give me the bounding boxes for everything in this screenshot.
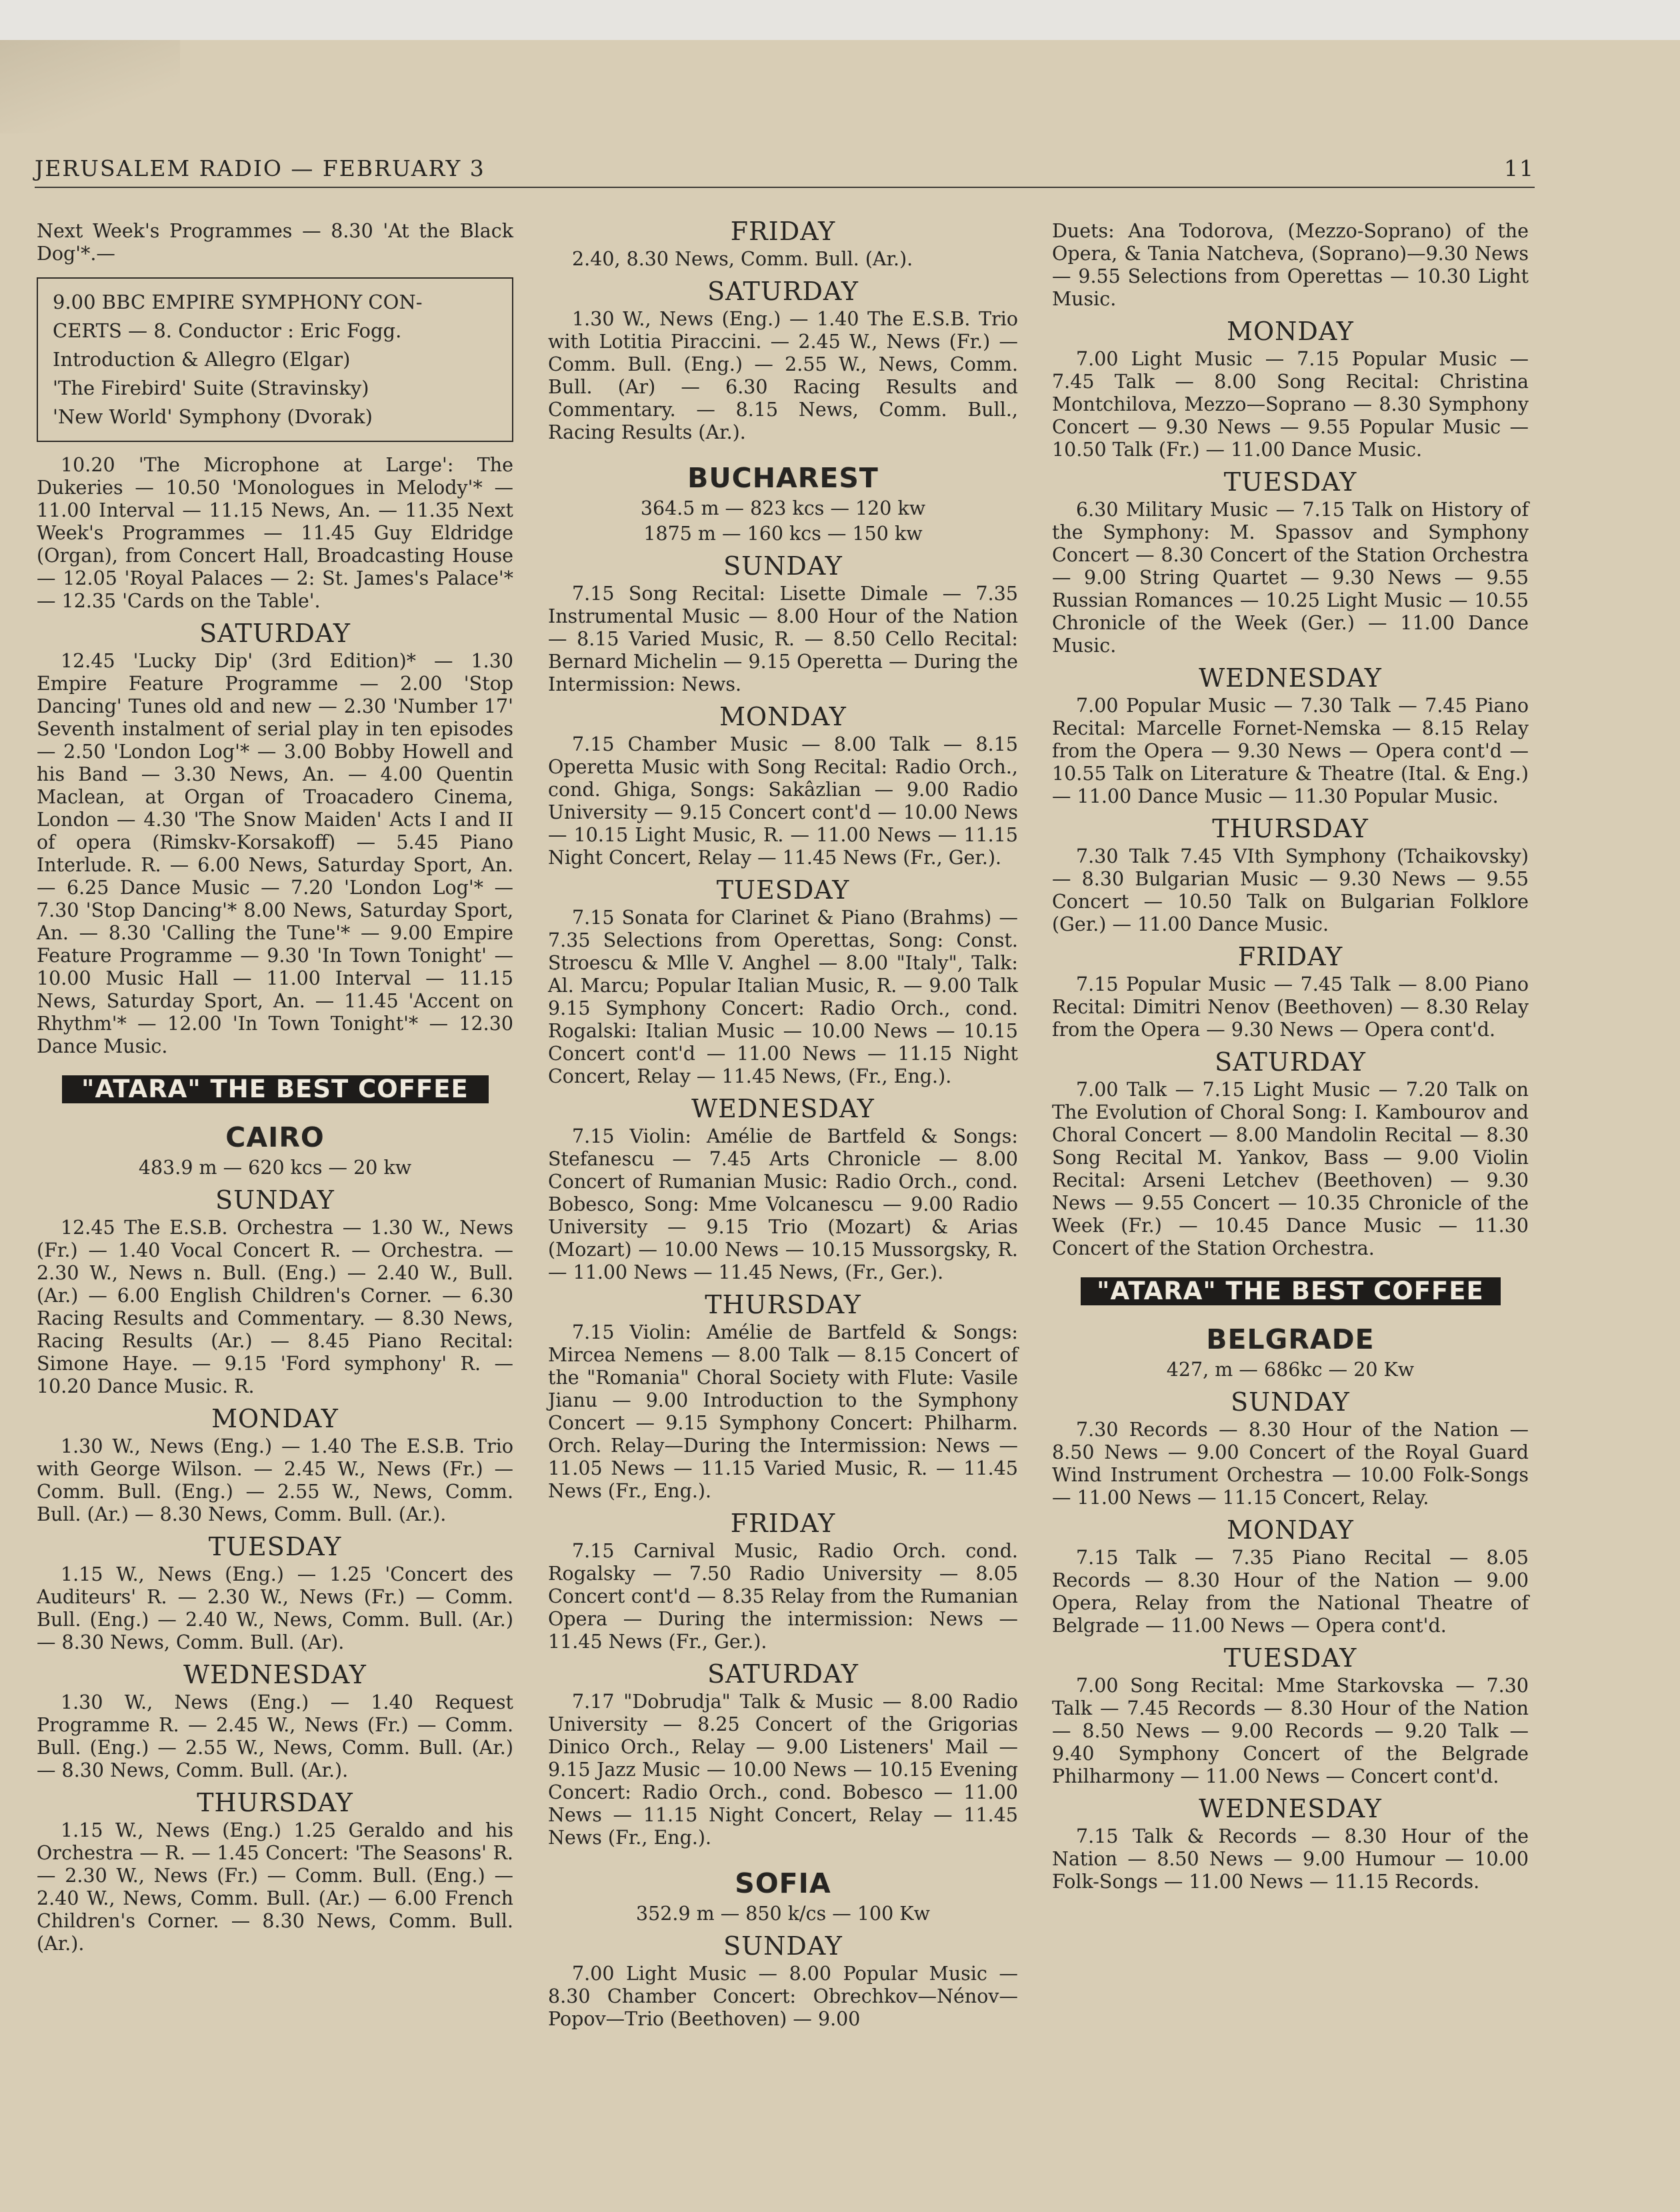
- frequency-line: 427, m — 686kc — 20 Kw: [1166, 1359, 1415, 1381]
- background-strip: [0, 0, 1680, 40]
- day-heading: FRIDAY: [730, 217, 836, 246]
- column-1: [37, 220, 513, 1959]
- listing-text: 7.15 Carnival Music, Radio Orch. cond. Rogalsky — 7.50 Radio University — 8.05 Concert cont'd — 8.35 Relay from the Rumanian Opera — During the intermission: News — 11.45 News (Fr., Ger.).: [548, 1540, 1018, 1653]
- listing-text: 7.15 Song Recital: Lisette Dimale — 7.35 Instrumental Music — 8.00 Hour of the Nation — 8.15 Varied Music, R. — 8.50 Cello Recital: Bernard Michelin — 9.15 Operetta — During the Intermission: News.: [548, 583, 1018, 695]
- box-line: 'The Firebird' Suite (Stravinsky): [53, 377, 369, 399]
- city-heading: BUCHAREST: [687, 462, 879, 494]
- frequency-line: 1875 m — 160 kcs — 150 kw: [643, 523, 923, 545]
- day-heading: SATURDAY: [199, 619, 351, 648]
- listing-text: 7.00 Song Recital: Mme Starkovska — 7.30 Talk — 7.45 Records — 8.30 Hour of the Nation — 8.50 News — 9.00 Records — 9.20 Talk — 9.40 Symphony Concert of the Belgrade Philharmony — 11.00 News — Concert cont'd.: [1052, 1675, 1529, 1787]
- day-heading: WEDNESDAY: [1199, 1794, 1382, 1823]
- day-heading: THURSDAY: [705, 1290, 861, 1319]
- day-heading: SATURDAY: [1215, 1047, 1366, 1077]
- bbc-symphony-box: [37, 277, 513, 442]
- day-heading: SUNDAY: [723, 551, 843, 581]
- listing-text: 7.00 Light Music — 8.00 Popular Music — 8.30 Chamber Concert: Obrechkov—Nénov—Popov—Trio (Beethoven) — 9.00: [548, 1963, 1018, 2030]
- listing-text: 12.45 The E.S.B. Orchestra — 1.30 W., News (Fr.) — 1.40 Vocal Concert R. — Orchestra. — 2.30 W., News n. Bull. (Eng.) — 2.40 W., Bull. (Ar.) — 6.00 English Children's Corner. — 6.30 Racing Results and Commentary. — 8.30 News, Racing Results (Ar.) — 8.45 Piano Recital: Simone Haye. — 9.15 'Ford symphony' R. — 10.20 Dance Music. R.: [37, 1217, 513, 1397]
- listing-text: 10.20 'The Microphone at Large': The Dukeries — 10.50 'Monologues in Melody'* — 11.00 Interval — 11.15 News, An. — 11.35 Next Week's Programmes — 11.45 Guy Eldridge (Organ), from Concert Hall, Broadcasting House — 12.05 'Royal Palaces — 2: St. James's Palace'* — 12.35 'Cards on the Table'.: [37, 454, 513, 612]
- listing-text: 7.17 "Dobrudja" Talk & Music — 8.00 Radio University — 8.25 Concert of the Grigorias Dinico Orch., Relay — 9.00 Listeners' Mail — 9.15 Jazz Music — 10.00 News — 10.15 Evening Concert: Radio Orch., cond. Bobesco — 11.00 News — 11.15 Night Concert, Relay — 11.45 News (Fr., Eng.).: [548, 1691, 1018, 1849]
- day-heading: FRIDAY: [1237, 942, 1343, 971]
- listing-text: 6.30 Military Music — 7.15 Talk on History of the Symphony: M. Spassov and Symphony Concert — 8.30 Concert of the Station Orchestra — 9.00 String Quartet — 9.30 News — 9.55 Russian Romances — 10.25 Light Music — 10.55 Chronicle of the Week (Ger.) — 11.00 Dance Music.: [1052, 499, 1529, 657]
- frequency-line: 483.9 m — 620 kcs — 20 kw: [138, 1157, 412, 1179]
- day-heading: WEDNESDAY: [691, 1094, 875, 1123]
- listing-text: 7.15 Talk — 7.35 Piano Recital — 8.05 Records — 8.30 Hour of the Nation — 9.00 Opera, Relay from the National Theatre of Belgrade — 11.00 News — Opera cont'd.: [1052, 1547, 1529, 1637]
- listing-text: 1.30 W., News (Eng.) — 1.40 The E.S.B. Trio with George Wilson. — 2.45 W., News (Fr.) — Comm. Bull. (Eng.) — 2.55 W., News, Comm. Bull. (Ar.) — 8.30 News, Comm. Bull. (Ar.).: [37, 1435, 513, 1525]
- day-heading: SUNDAY: [1231, 1387, 1350, 1417]
- frequency-line: 364.5 m — 823 kcs — 120 kw: [640, 497, 926, 519]
- listing-text: 1.30 W., News (Eng.) — 1.40 Request Programme R. — 2.45 W., News (Fr.) — Comm. Bull. (Eng.) — 2.55 W., News, Comm. Bull. (Ar.) — 8.30 News, Comm. Bull. (Ar.).: [37, 1691, 513, 1781]
- coffee-advertisement: "ATARA" THE BEST COFFEE: [1081, 1277, 1501, 1305]
- box-line: 9.00 BBC EMPIRE SYMPHONY CON-: [53, 291, 423, 313]
- header-title: JERUSALEM RADIO — FEBRUARY 3: [35, 155, 485, 181]
- day-heading: THURSDAY: [197, 1788, 353, 1817]
- listing-text: 7.15 Violin: Amélie de Bartfeld & Songs: Stefanescu — 7.45 Arts Chronicle — 8.00 Concert of Rumanian Music: Radio Orch., cond. Bobesco, Song: Mme Volcanescu — 9.00 Radio University — 9.15 Trio (Mozart) & Arias (Mozart) — 10.00 News — 10.15 Mussorgsky, R. — 11.00 News — 11.45 News, (Fr., Ger.).: [548, 1125, 1018, 1283]
- listing-text: 1.15 W., News (Eng.) 1.25 Geraldo and his Orchestra — R. — 1.45 Concert: 'The Seasons' R. — 2.30 W., News (Fr.) — Comm. Bull. (Eng.) — 2.40 W., News, Comm. Bull. (Ar.) — 6.00 French Children's Corner. — 8.30 News, Comm. Bull. (Ar.).: [37, 1819, 513, 1955]
- day-heading: TUESDAY: [208, 1532, 342, 1561]
- day-heading: SATURDAY: [707, 1659, 859, 1689]
- page-header: [35, 152, 1535, 188]
- day-heading: SUNDAY: [215, 1185, 335, 1215]
- listing-text: 7.15 Popular Music — 7.45 Talk — 8.00 Piano Recital: Dimitri Nenov (Beethoven) — 8.30 Relay from the Opera — 9.30 News — Opera cont'd.: [1052, 973, 1529, 1041]
- day-heading: TUESDAY: [1223, 1643, 1357, 1673]
- day-heading: MONDAY: [1227, 1515, 1354, 1545]
- listing-text: 7.30 Talk 7.45 VIth Symphony (Tchaikovsky) — 8.30 Bulgarian Music — 9.30 News — 9.55 Concert — 10.50 Talk on Bulgarian Folklore (Ger.) — 11.00 Dance Music.: [1052, 845, 1529, 935]
- listing-text: 2.40, 8.30 News, Comm. Bull. (Ar.).: [572, 248, 913, 270]
- listing-text: 7.00 Popular Music — 7.30 Talk — 7.45 Piano Recital: Marcelle Fornet-Nemska — 8.15 Relay from the Opera — 9.30 News — Opera cont'd — 10.55 Talk on Literature & Theatre (Ital. & Eng.) — 11.00 Dance Music — 11.30 Popular Music.: [1052, 695, 1529, 807]
- day-heading: TUESDAY: [1223, 467, 1357, 497]
- day-heading: MONDAY: [211, 1404, 339, 1433]
- column-3: [1052, 220, 1529, 1897]
- day-heading: SUNDAY: [723, 1931, 843, 1961]
- listing-text: 7.15 Sonata for Clarinet & Piano (Brahms) — 7.35 Selections from Operettas, Song: Const. Stroescu & Mlle V. Anghel — 8.00 "Italy", Talk: Al. Marcu; Popular Italian Music, R. — 9.00 Talk 9.15 Symphony Concert: Radio Orch., cond. Rogalski: Italian Music — 10.00 News — 10.15 Concert cont'd — 11.00 News — 11.15 Night Concert, Relay — 11.45 News, (Fr., Eng.).: [548, 907, 1018, 1087]
- listing-text: 7.15 Talk & Records — 8.30 Hour of the Nation — 8.50 News — 9.00 Humour — 10.00 Folk-Songs — 11.00 News — 11.15 Records.: [1052, 1825, 1529, 1893]
- day-heading: THURSDAY: [1212, 814, 1369, 843]
- day-heading: WEDNESDAY: [1199, 663, 1382, 693]
- listing-text: 7.30 Records — 8.30 Hour of the Nation — 8.50 News — 9.00 Concert of the Royal Guard Wind Instrument Orchestra — 10.00 Folk-Songs — 11.00 News — 11.15 Concert, Relay.: [1052, 1419, 1529, 1509]
- coffee-advertisement: "ATARA" THE BEST COFFEE: [62, 1075, 489, 1103]
- listing-text: 1.15 W., News (Eng.) — 1.25 'Concert des Auditeurs' R. — 2.30 W., News (Fr.) — Comm. Bull. (Eng.) — 2.40 W., News, Comm. Bull. (Ar.) — 8.30 News, Comm. Bull. (Ar).: [37, 1563, 513, 1653]
- listing-text: 7.00 Light Music — 7.15 Popular Music — 7.45 Talk — 8.00 Song Recital: Christina Montchilova, Mezzo—Soprano — 8.30 Symphony Concert — 9.30 News — 9.55 Popular Music — 10.50 Talk (Fr.) — 11.00 Dance Music.: [1052, 348, 1529, 461]
- listing-text: 7.15 Violin: Amélie de Bartfeld & Songs: Mircea Nemens — 8.00 Talk — 8.15 Concert of the "Romania" Choral Society with Flute: Vasile Jianu — 9.00 Introduction to the Symphony Concert — 9.15 Symphony Concert: Philharm. Orch. Relay—During the Intermission: News — 11.05 News — 11.15 Varied Music, R. — 11.45 News (Fr., Eng.).: [548, 1321, 1018, 1502]
- day-heading: FRIDAY: [730, 1509, 836, 1538]
- day-heading: MONDAY: [1227, 317, 1354, 346]
- box-line: CERTS — 8. Conductor : Eric Fogg.: [53, 319, 402, 342]
- day-heading: SATURDAY: [707, 277, 859, 306]
- column-2: [548, 217, 1018, 2035]
- torn-corner: [0, 40, 180, 133]
- city-heading: BELGRADE: [1206, 1323, 1375, 1355]
- listing-text: 7.15 Chamber Music — 8.00 Talk — 8.15 Operetta Music with Song Recital: Radio Orch., cond. Ghiga, Songs: Sakâzlian — 9.00 Radio University — 9.15 Concert cont'd — 10.00 News — 10.15 Light Music, R. — 11.00 News — 11.15 Night Concert, Relay — 11.45 News (Fr., Ger.).: [548, 733, 1018, 869]
- page-number: 11: [1504, 155, 1535, 181]
- city-heading: SOFIA: [735, 1867, 831, 1899]
- listing-text: 12.45 'Lucky Dip' (3rd Edition)* — 1.30 Empire Feature Programme — 2.00 'Stop Dancing' Tunes old and new — 2.30 'Number 17' Seventh instalment of serial play in ten episodes — 2.50 'London Log'* — 3.00 Bobby Howell and his Band — 3.30 News, An. — 4.00 Quentin Maclean, at Organ of Troacadero Cinema, London — 4.30 'The Snow Maiden' Acts I and II of opera (Rimskv-Korsakoff) — 5.45 Piano Interlude. R. — 6.00 News, Saturday Sport, An. — 6.25 Dance Music — 7.20 'London Log'* — 7.30 'Stop Dancing'* 8.00 News, Saturday Sport, An. — 8.30 'Calling the Tune'* — 9.00 Empire Feature Programme — 9.30 'In Town Tonight' — 10.00 Music Hall — 11.00 Interval — 11.15 News, Saturday Sport, An. — 11.45 'Accent on Rhythm'* — 12.00 'In Town Tonight'* — 12.30 Dance Music.: [37, 650, 513, 1057]
- day-heading: TUESDAY: [716, 875, 850, 905]
- box-line: 'New World' Symphony (Dvorak): [53, 405, 373, 428]
- listing-text: Duets: Ana Todorova, (Mezzo-Soprano) of the Opera, & Tania Natcheva, (Soprano)—9.30 News — 9.55 Selections from Operettas — 10.30 Light Music.: [1052, 220, 1529, 310]
- day-heading: MONDAY: [719, 702, 847, 731]
- listing-text: 7.00 Talk — 7.15 Light Music — 7.20 Talk on The Evolution of Choral Song: I. Kambourov and Choral Concert — 8.00 Mandolin Recital — 8.30 Song Recital M. Yankov, Bass — 9.00 Violin Recital: Arseni Letchev (Beethoven) — 9.30 News — 9.55 Concert — 10.35 Chronicle of the Week (Fr.) — 10.45 Dance Music — 11.30 Concert of the Station Orchestra.: [1052, 1079, 1529, 1259]
- box-line: Introduction & Allegro (Elgar): [53, 348, 351, 371]
- listing-text: Next Week's Programmes — 8.30 'At the Black Dog'*.—: [37, 220, 513, 265]
- listing-text: 1.30 W., News (Eng.) — 1.40 The E.S.B. Trio with Lotitia Piraccini. — 2.45 W., News (Fr.) — Comm. Bull. (Eng.) — 2.55 W., News, Comm. Bull. (Ar) — 6.30 Racing Results and Commentary. — 8.15 News, Comm. Bull., Racing Results (Ar.).: [548, 308, 1018, 443]
- city-heading: CAIRO: [225, 1121, 325, 1153]
- frequency-line: 352.9 m — 850 k/cs — 100 Kw: [636, 1903, 930, 1925]
- day-heading: WEDNESDAY: [183, 1660, 367, 1689]
